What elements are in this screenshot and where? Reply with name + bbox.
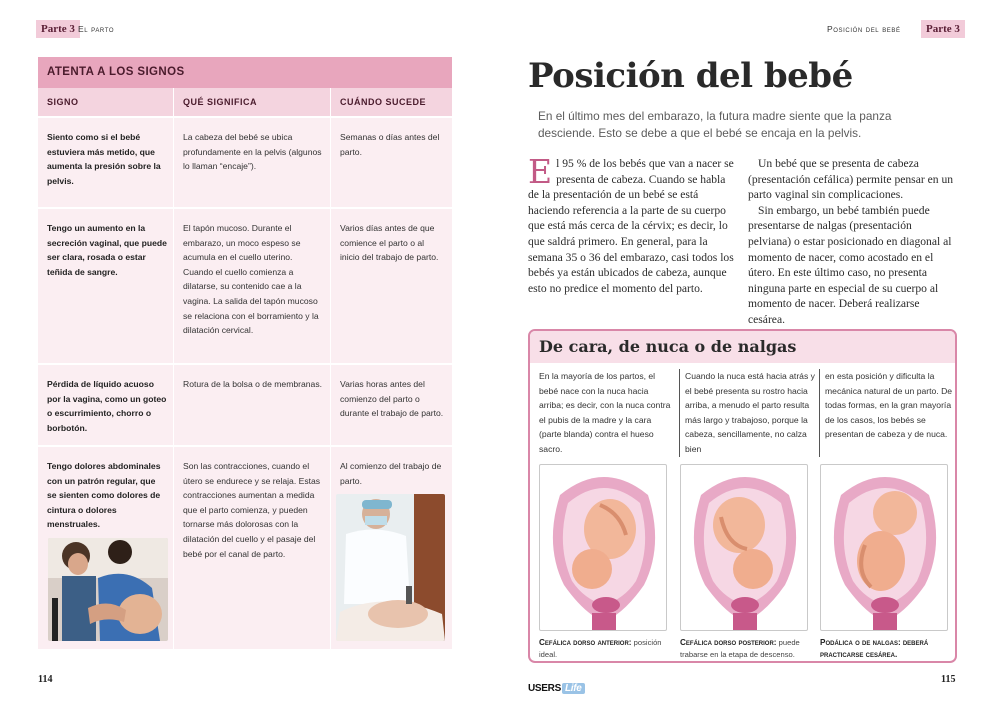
meaning-cell: El tapón mucoso. Durante el embarazo, un moco espeso se acumula en el cuello uterino. Cuando el cuello comienza a dilatarse, su contenido cae a la vagina. La salida del tapón mucoso se relaciona con el borramiento y la dilatación cervical. (173, 209, 330, 363)
table-row (38, 207, 452, 363)
positions-box-text (539, 369, 959, 457)
caption-label: Cefálica dorso posterior: (680, 638, 777, 647)
signs-table-header (38, 88, 452, 116)
meaning-cell: Rotura de la bolsa o de membranas. (173, 365, 330, 445)
sign-cell: Tengo un aumento en la secreción vaginal, que puede ser clara, rosada o estar teñida de sangre. (47, 223, 167, 277)
drop-cap: E (528, 152, 553, 191)
body-column-right (748, 156, 955, 328)
signs-table-title: ATENTA A LOS SIGNOS (38, 57, 452, 88)
when-cell: Al comienzo del trabajo de parto. (330, 447, 452, 649)
fetus-cephalic-anterior-illustration (539, 464, 667, 631)
body-paragraph: Un bebé que se presenta de cabeza (presentación cefálica) permite pensar en un parto vaginal sin complicaciones. (748, 157, 954, 202)
caption-label: Cefálica dorso anterior: (539, 638, 632, 647)
body-paragraph: Sin embargo, un bebé también puede presentarse de nalgas (presentación pelviana) o estar posicionado en diagonal al momento de nacer, como acostado en el útero. En este último caso, no presenta ninguna parte en especial de su cuerpo al momento de nacer. Deberá realizarse cesárea. (748, 203, 952, 326)
sign-cell: Siento como si el bebé estuviera más metido, que aumenta la presión sobre la pelvis. (47, 132, 161, 186)
caption-text: puede trabarse en la etapa de descenso. (680, 638, 800, 659)
part-tab-left: Parte 3 (36, 20, 80, 38)
page-number-left: 114 (38, 674, 53, 685)
meaning-cell: La cabeza del bebé se ubica profundamente en la pelvis (algunos lo llaman “encaje”). (173, 118, 330, 207)
publisher-logo (528, 683, 585, 694)
header-sign: SIGNO (47, 97, 79, 107)
caption-text: deberá practicarse cesárea. (820, 638, 929, 659)
section-label-left: El parto (78, 24, 115, 34)
section-label-right: Posición del bebé (827, 24, 901, 34)
when-cell: Varias horas antes del comienzo del parto o durante el trabajo de parto. (330, 365, 452, 445)
header-meaning: QUÉ SIGNIFICA (173, 88, 330, 116)
brand-suffix: Life (562, 683, 585, 694)
caption-label: Podálica o de nalgas: (820, 638, 901, 647)
ultrasound-exam-photo (336, 494, 445, 641)
pregnant-woman-photo (48, 538, 168, 641)
sign-cell: Pérdida de líquido acuoso por la vagina, como un goteo o escurrimiento, chorro o borbotón. (47, 379, 167, 433)
positions-box (528, 329, 957, 663)
page-title: Posición del bebé (528, 56, 853, 96)
fetus-cephalic-posterior-illustration (680, 464, 808, 631)
part-tab-right: Parte 3 (921, 20, 965, 38)
illustration-caption (539, 637, 677, 661)
illustration-caption (820, 637, 958, 661)
caption-text: posición ideal. (539, 638, 662, 659)
body-paragraph: l 95 % de los bebés que van a nacer se presenta de cabeza. Cuando se habla de la presentación de un bebé se está haciendo referencia a la parte de su cuerpo que está más cerca de la cérvix; es decir, lo que saldrá primero. En general, para la semana 35 o 36 del embarazo, casi todos los bebés ya están ubicados de cabeza, aunque esto no predice el momento del parto. (528, 157, 734, 295)
box-text-column: En la mayoría de los partos, el bebé nace con la nuca hacia arriba; es decir, con la nuca contra el pubis de la madre y la cara (parte blanda) contra el hueso sacro. (539, 371, 671, 454)
brand-name: USERS (528, 683, 561, 694)
table-row (38, 116, 452, 207)
when-cell: Varios días antes de que comience el parto o al inicio del trabajo de parto. (330, 209, 452, 363)
page-number-right: 115 (941, 674, 956, 685)
meaning-cell: Son las contracciones, cuando el útero se endurece y se relaja. Estas contracciones aumentan a medida que el parto comienza, y pueden tornarse más dolorosas con la dilatación del cuello y el pasaje del bebé por el canal de parto. (173, 447, 330, 649)
table-row (38, 363, 452, 445)
positions-box-title: De cara, de nuca o de nalgas (530, 331, 955, 363)
fetus-breech-illustration (820, 464, 948, 631)
illustration-caption (680, 637, 818, 661)
sign-cell: Tengo dolores abdominales con un patrón regular, que se sienten como dolores de cintura o dolores menstruales. (47, 461, 161, 530)
box-text-column: en esta posición y dificulta la mecánica natural de un parto. De todas formas, en la gran mayoría de los casos, los bebés se presentan de cabeza y de nuca. (819, 369, 959, 457)
intro-text: En el último mes del embarazo, la futura madre siente que la panza desciende. Esto se debe a que el bebé se encaja en la pelvis. (538, 109, 892, 140)
when-cell: Semanas o días antes del parto. (330, 118, 452, 207)
box-text-column: Cuando la nuca está hacia atrás y el bebé presenta su rostro hacia arriba, a menudo el parto resulta más largo y trabajoso, porque la cabeza, sencillamente, no calza bien (679, 369, 819, 457)
header-when: CUÁNDO SUCEDE (330, 88, 452, 116)
body-column-left (528, 152, 736, 296)
